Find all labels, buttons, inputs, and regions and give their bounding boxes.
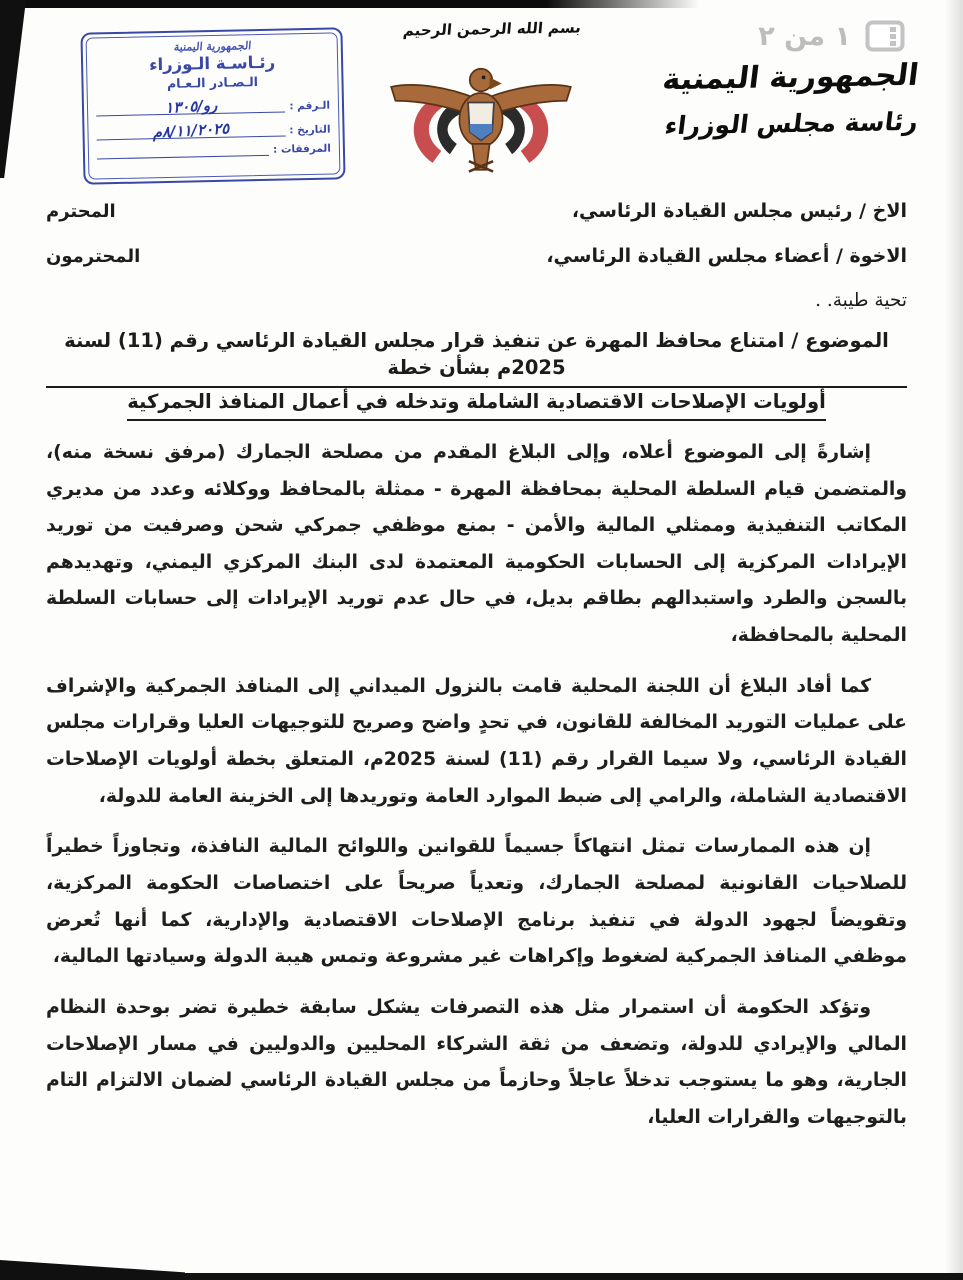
body-paragraph: كما أفاد البلاغ أن اللجنة المحلية قامت بالنزول الميداني إلى المنافذ الجمركية والإشراف على عمليات التوريد المخالفة للقانون، في تحدٍ واضح وصريح للتوجيهات العليا وقرارات مجلس القيادة الرئاسي، ولا سيما القرار رقم (11) لسنة 2025م، المتعلق بخطة أولويات الإصلاحات الاقتصادية الشاملة، والرامي إلى ضبط الموارد العامة وتوريدها إلى الخزينة العامة للدولة، bbox=[46, 675, 907, 807]
addressee-honorific: المحترمون bbox=[46, 246, 141, 267]
addressee-honorific: المحترم bbox=[46, 201, 116, 222]
subject-line-1: الموضوع / امتناع محافظ المهرة عن تنفيذ قرار مجلس القيادة الرئاسي رقم (11) لسنة 2025م بشأن خطة bbox=[46, 327, 907, 388]
bismillah-calligraphy: بسم الله الرحمن الرحيم bbox=[402, 18, 582, 40]
subject-line-2: أولويات الإصلاحات الاقتصادية الشاملة وتدخله في أعمال المنافذ الجمركية bbox=[127, 388, 826, 421]
body-paragraph: وتؤكد الحكومة أن استمرار مثل هذه التصرفات يشكل سابقة خطيرة تضر بوحدة النظام المالي والإيرادي للدولة، وتضعف من ثقة الشركاء المحليين والدوليين في مسار الإصلاحات الجارية، وهو ما يستوجب تدخلاً عاجلاً وحازماً من مجلس القيادة الرئاسي لضمان الالتزام التام بالتوجيهات والقرارات العليا، bbox=[46, 996, 907, 1128]
scan-edge-bottom-left bbox=[0, 1260, 185, 1280]
addressee-row bbox=[46, 245, 907, 267]
stamp-date-value: ٨/١١/٢٠٢٥م bbox=[152, 119, 230, 142]
body-paragraph: إن هذه الممارسات تمثل انتهاكاً جسيماً للقوانين واللوائح المالية النافذة، وتجاوزاً خطيراً للصلاحيات القانونية لمصلحة الجمارك، وتعدياً صريحاً على اختصاصات الحكومة المركزية، وتقويضاً لجهود الدولة في تنفيذ برنامج الإصلاحات الاقتصادية والإدارية، كما أنها تُعرض موظفي المنافذ الجمركية لضغوط وإكراهات غير مشروعة وتمس هيبة الدولة وسيادتها المالية، bbox=[46, 836, 907, 968]
addressee-name: الاخ / رئيس مجلس القيادة الرئاسي، bbox=[571, 200, 907, 222]
stamp-republic-line: الجمهورية اليمنية bbox=[172, 39, 252, 54]
page-indicator-text: ١ من ٢ bbox=[758, 20, 851, 52]
body-paragraph: إشارةً إلى الموضوع أعلاه، وإلى البلاغ المقدم من مصلحة الجمارك (مرفق نسخة منه)، والمتضمن قيام السلطة المحلية بمحافظة المهرة - ممثلة بالمحافظ ووكلائه وعدد من مديري المكاتب التنفيذية وممثلي المالية والأمن - بمنع موظفي جمركي شحن وصرفيت من توريد الإيرادات المركزية إلى الحسابات الحكومية المعتمدة لدى البنك المركزي اليمني، وتهديدهم بالسجن والطرد واستبدالهم بطاقم بديل، في حال عدم توريد الإيرادات إلى حسابات السلطة المحلية بالمحافظة، bbox=[46, 441, 907, 647]
addressee-name: الاخوة / أعضاء مجلس القيادة الرئاسي، bbox=[546, 245, 907, 267]
letterhead-republic: الجمهورية اليمنية bbox=[660, 57, 921, 98]
letterhead-cabinet: رئاسة مجلس الوزراء bbox=[663, 106, 920, 141]
stamp-title: رئـاسـة الـوزراء bbox=[148, 52, 276, 75]
greeting: تحية طيبة. . bbox=[815, 290, 907, 311]
stamp-date-label: التاريخ : bbox=[289, 123, 331, 137]
stamp-subtitle: الـصـادر الـعـام bbox=[166, 74, 259, 91]
stamp-attachments-label: المرفقات : bbox=[272, 142, 332, 156]
stamp-number-value: رو/١٣٠٥ bbox=[164, 96, 218, 117]
subject-block bbox=[46, 327, 907, 421]
addressee-row bbox=[46, 200, 907, 222]
stamp-number-label: الـرقم : bbox=[289, 99, 331, 113]
